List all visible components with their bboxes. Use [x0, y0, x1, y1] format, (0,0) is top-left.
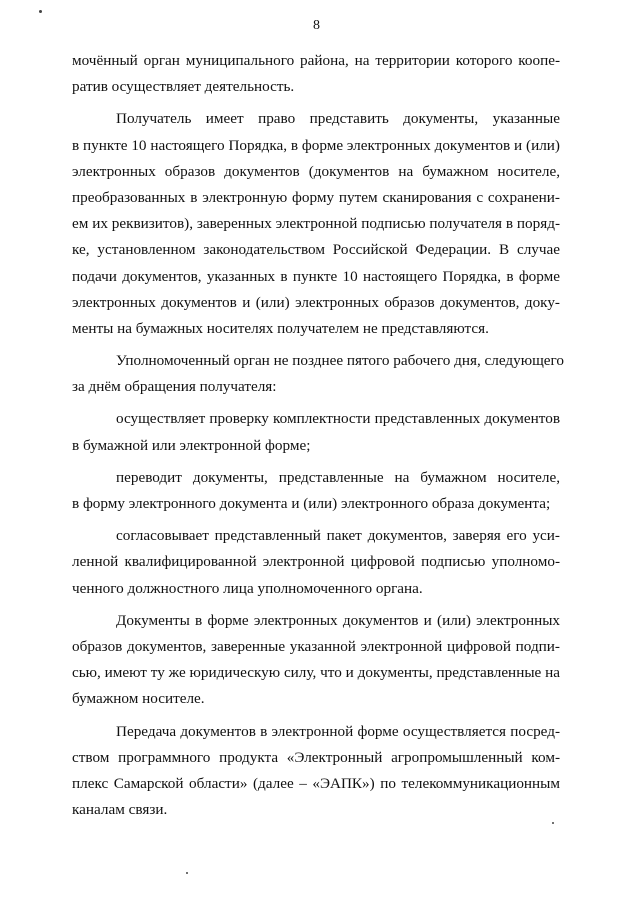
text-line: осуществляет проверку комплектности представленных документов [116, 410, 560, 428]
text-line: ленной квалифицированной электронной цифровой подписью уполномо- [72, 553, 560, 571]
text-line: образов документов, заверенные указанной электронной цифровой подпи- [72, 637, 560, 655]
scan-speck [186, 872, 188, 874]
text-line: за днём обращения получателя: [72, 378, 277, 396]
paragraph [72, 719, 560, 824]
text-line: электронных документов и (или) электронных образов документов, доку- [72, 293, 560, 311]
text-line: в пункте 10 настоящего Порядка, в форме электронных документов и (или) [72, 136, 560, 154]
scan-speck [39, 10, 42, 13]
text-line: менты на бумажных носителях получателем не представляются. [72, 319, 489, 337]
paragraph [72, 48, 560, 100]
paragraph [72, 348, 564, 400]
text-line: каналам связи. [72, 801, 168, 819]
text-line: Документы в форме электронных документов и (или) электронных [116, 611, 560, 629]
text-line: ратив осуществляет деятельность. [72, 78, 295, 96]
text-line: в форму электронного документа и (или) электронного образа документа; [72, 495, 551, 512]
text-line: электронных образов документов (документов на бумажном носителе, [72, 162, 560, 180]
text-line: ченного должностного лица уполномоченного органа. [72, 579, 423, 597]
text-line: преобразованных в электронную форму путем сканирования с сохранени- [72, 188, 560, 206]
text-line: Передача документов в электронной форме осуществляется посред- [116, 722, 560, 740]
page-number: 8 [313, 18, 320, 33]
text-line: бумажном носителе. [72, 690, 205, 708]
text-line: согласовывает представленный пакет документов, заверяя его уси- [116, 527, 560, 545]
text-line: в бумажной или электронной форме; [72, 436, 311, 454]
text-line: ством программного продукта «Электронный агропромышленный ком- [72, 748, 560, 766]
text-line: ем их реквизитов), заверенных электронной подписью получателя в поряд- [72, 215, 560, 233]
text-line: подачи документов, указанных в пункте 10 настоящего Порядка, в форме [72, 267, 560, 285]
paragraph [72, 106, 560, 342]
text-line: Уполномоченный орган не позднее пятого рабочего дня, следующего [116, 352, 564, 370]
text-line: сью, имеют ту же юридическую силу, что и документы, представленные на [72, 664, 560, 682]
paragraph [72, 523, 560, 602]
text-line: мочённый орган муниципального района, на территории которого коопе- [72, 52, 560, 69]
text-line: Получатель имеет право представить документы, указанные [116, 110, 560, 128]
text-line: плекс Самарской области» (далее – «ЭАПК») по телекоммуникационным [72, 774, 560, 792]
scan-speck [552, 822, 554, 824]
text-line: переводит документы, представленные на бумажном носителе, [116, 468, 560, 486]
document-body [72, 48, 564, 823]
paragraph [72, 465, 560, 517]
paragraph [72, 608, 560, 713]
text-line: ке, установленном законодательством Российской Федерации. В случае [72, 241, 560, 259]
paragraph [72, 406, 560, 458]
